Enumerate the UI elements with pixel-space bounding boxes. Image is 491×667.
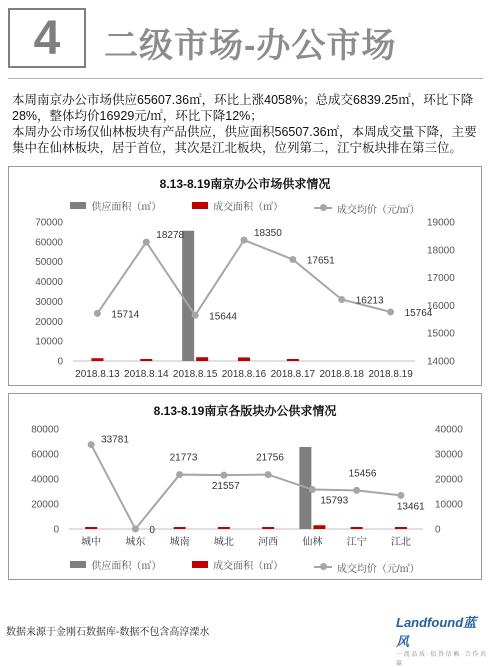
data-label-price: 15764	[404, 307, 433, 319]
y-left-tick-label: 10000	[35, 336, 63, 348]
y-right-tick-label: 14000	[427, 356, 455, 368]
x-tick-label: 2018.8.18	[319, 369, 364, 380]
page-title: 二级市场-办公市场	[104, 27, 397, 65]
x-tick-label: 城南	[169, 537, 190, 548]
data-label-price: 15456	[348, 468, 377, 480]
x-tick-label: 江北	[390, 537, 411, 548]
logo-tagline: 一 流 品 质 · 值 得 信 赖 · 合 作 共 赢	[396, 652, 487, 667]
x-tick-label: 2018.8.15	[172, 369, 218, 380]
bar-deal	[196, 357, 208, 361]
point-price	[353, 487, 360, 494]
x-tick-label: 2018.8.19	[368, 369, 413, 380]
legend-deal: 成交面积（㎡）	[192, 557, 283, 572]
point-price	[94, 310, 101, 317]
point-price	[143, 239, 150, 246]
data-label-price: 18278	[156, 230, 185, 242]
bar-deal	[91, 358, 103, 361]
data-label-price: 15644	[209, 311, 237, 323]
data-label-price: 15793	[320, 495, 349, 507]
y-left-tick-label: 20000	[35, 316, 63, 328]
y-left-tick-label: 20000	[31, 499, 59, 511]
x-tick-label: 2018.8.16	[221, 369, 267, 380]
summary-line-2: 本周办公市场仅仙林板块有产品供应，供应面积56507.36㎡，本周成交量下降，主要集中在仙林板块，居于首位，其次是江北板块，位列第二，江宁板块排在第三位。	[12, 125, 477, 155]
y-right-tick-label: 19000	[427, 217, 455, 229]
x-tick-label: 仙林	[302, 537, 323, 548]
point-price	[192, 312, 199, 319]
point-price	[338, 296, 345, 303]
point-price	[309, 486, 316, 493]
x-tick-label: 河西	[258, 537, 279, 548]
y-left-tick-label: 30000	[35, 296, 63, 308]
y-right-tick-label: 17000	[427, 273, 455, 285]
chart-2-plot	[9, 394, 481, 579]
summary-text	[12, 92, 482, 156]
section-number: 4	[8, 8, 86, 68]
bar-supply	[182, 231, 194, 361]
line-price	[97, 240, 390, 315]
data-label-price: 15714	[111, 309, 140, 321]
point-price	[241, 237, 248, 244]
x-tick-label: 2018.8.14	[124, 369, 169, 380]
point-price	[289, 256, 296, 263]
y-left-tick-label: 0	[53, 524, 59, 536]
brand-logo	[396, 612, 487, 667]
legend-price: 成交均价（元/㎡）	[314, 201, 420, 216]
point-price	[132, 526, 139, 533]
y-right-tick-label: 30000	[435, 449, 463, 461]
chart-1-title: 8.13-8.19南京办公市场供求情况	[159, 177, 331, 191]
section-header	[0, 0, 491, 86]
y-right-tick-label: 18000	[427, 245, 455, 257]
chart-1-plot	[9, 167, 481, 385]
point-price	[265, 471, 272, 478]
y-left-tick-label: 0	[57, 356, 63, 368]
bar-deal	[85, 527, 97, 529]
data-label-price: 18350	[254, 228, 282, 240]
x-tick-label: 江宁	[346, 537, 367, 548]
legend-price: 成交均价（元/㎡）	[314, 560, 420, 575]
point-price	[88, 441, 95, 448]
point-price	[397, 492, 404, 499]
data-source-note: 数据来源于金刚石数据库-数据不包含高淳溧水	[6, 627, 210, 638]
y-left-tick-label: 40000	[35, 277, 63, 289]
logo-text: Landfound蓝风	[396, 615, 477, 649]
point-price	[387, 308, 394, 315]
y-left-tick-label: 50000	[35, 257, 63, 269]
data-label-price: 21756	[256, 452, 284, 464]
bar-deal	[395, 527, 407, 529]
y-left-tick-label: 60000	[31, 449, 59, 461]
y-right-tick-label: 15000	[427, 328, 455, 340]
bar-deal	[262, 527, 274, 529]
data-label-price: 13461	[396, 501, 425, 513]
bar-deal	[287, 359, 299, 361]
y-left-tick-label: 70000	[35, 217, 63, 229]
y-right-tick-label: 40000	[435, 424, 463, 436]
data-label-price: 17651	[306, 255, 335, 267]
legend-supply: 供应面积（㎡）	[70, 198, 161, 213]
x-tick-label: 城东	[125, 537, 146, 548]
bar-deal	[218, 527, 230, 529]
y-right-tick-label: 0	[435, 524, 441, 536]
y-left-tick-label: 60000	[35, 237, 63, 249]
y-right-tick-label: 10000	[435, 499, 463, 511]
chart-district-supply-demand	[8, 393, 482, 580]
summary-line-1: 本周南京办公市场供应65607.36㎡，环比上涨4058%；总成交6839.25㎡，环比下降28%，整体均价16929元/㎡，环比下降12%；	[12, 93, 474, 123]
divider	[8, 78, 483, 79]
data-label-price: 21773	[169, 452, 198, 464]
chart-weekly-supply-demand	[8, 166, 482, 386]
x-tick-label: 城中	[81, 537, 102, 548]
x-tick-label: 2018.8.13	[75, 369, 120, 380]
bar-deal	[238, 357, 250, 361]
bar-deal	[140, 359, 152, 361]
x-tick-label: 2018.8.17	[270, 369, 316, 380]
data-label-price: 21557	[211, 481, 240, 493]
point-price	[220, 472, 227, 479]
y-right-tick-label: 16000	[427, 300, 455, 312]
line-price	[91, 445, 401, 529]
data-label-price: 0	[149, 525, 155, 536]
y-left-tick-label: 40000	[31, 474, 59, 486]
bar-deal	[313, 525, 325, 529]
bar-deal	[174, 527, 186, 529]
point-price	[176, 471, 183, 478]
bar-deal	[351, 527, 363, 529]
legend-deal: 成交面积（㎡）	[192, 198, 283, 213]
chart-2-title: 8.13-8.19南京各版块办公供求情况	[153, 404, 337, 418]
y-right-tick-label: 20000	[435, 474, 463, 486]
y-left-tick-label: 80000	[31, 424, 59, 436]
data-label-price: 33781	[101, 434, 129, 446]
x-tick-label: 城北	[213, 537, 234, 548]
legend-supply: 供应面积（㎡）	[70, 557, 161, 572]
data-label-price: 16213	[355, 295, 384, 307]
